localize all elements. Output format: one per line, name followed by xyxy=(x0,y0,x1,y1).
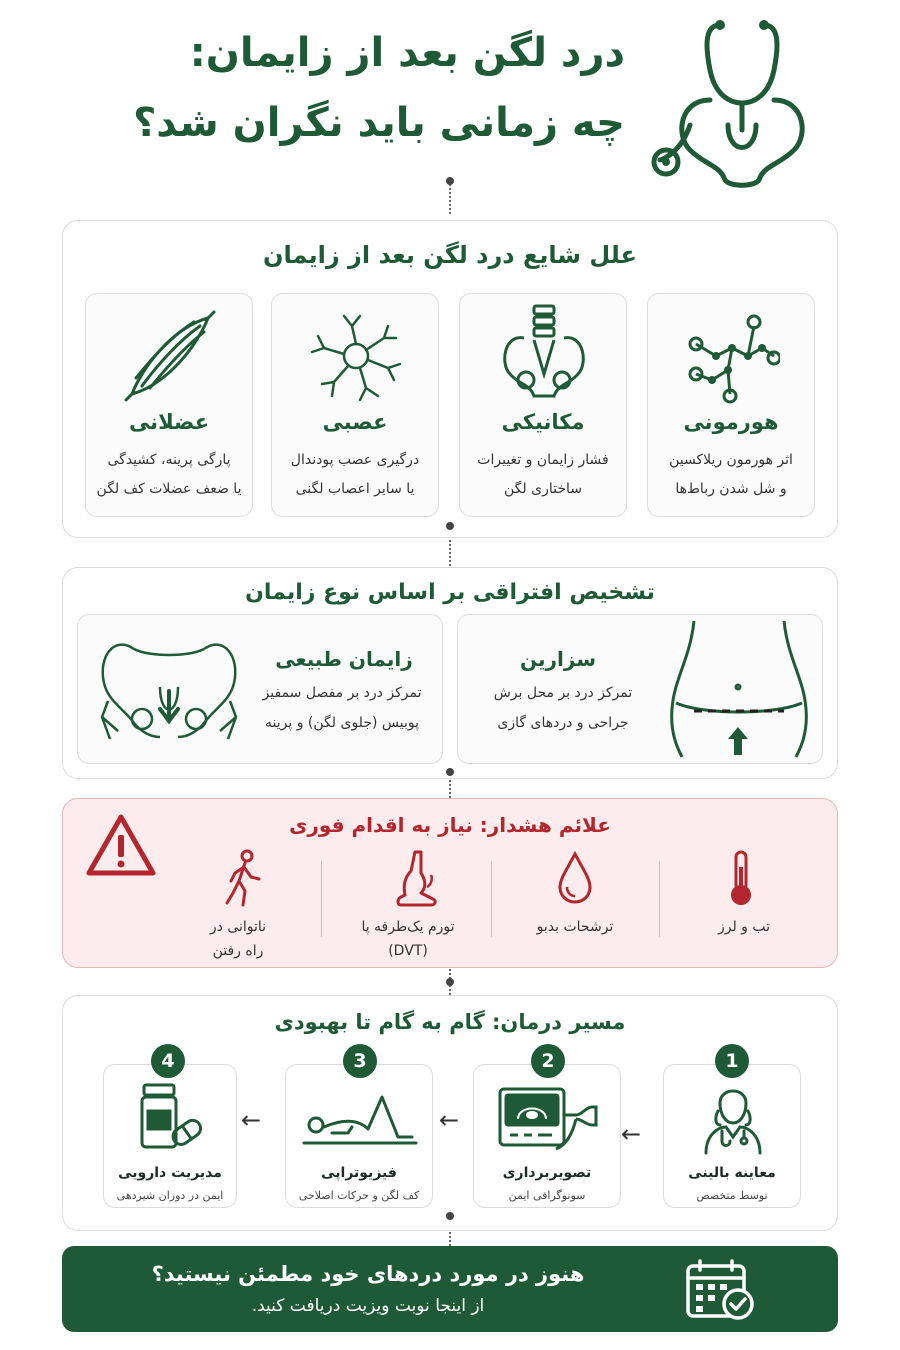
diagnosis-card-cesarean xyxy=(457,614,823,764)
cause-desc: درگیری عصب پودندال xyxy=(290,452,420,468)
step-title: مدیریت دارویی xyxy=(118,1165,222,1181)
natural-desc: تمرکز درد بر مفصل سمفیز xyxy=(262,685,422,701)
warning-label: ترشحات بدبو xyxy=(536,919,614,935)
causes-heading: علل شایع درد لگن بعد از زایمان xyxy=(263,241,637,269)
natural-desc: پوبیس (جلوی لگن) و پرینه xyxy=(265,715,419,731)
arrow-icon: ← xyxy=(439,1106,460,1134)
cesarean-title: سزارین xyxy=(520,647,596,671)
treatment-step-4 xyxy=(103,1064,237,1208)
step-title: فیزیوتراپی xyxy=(321,1165,397,1181)
cause-desc: یا سایر اعصاب لگنی xyxy=(295,481,415,497)
cause-desc: ساختاری لگن xyxy=(504,481,582,497)
cta-subtitle: از اینجا نوبت ویزیت دریافت کنید. xyxy=(251,1296,485,1316)
cause-desc: و شل شدن رباط‌ها xyxy=(675,481,787,497)
doctor-icon xyxy=(702,1081,764,1155)
muscle-icon xyxy=(122,308,218,404)
ultrasound-icon xyxy=(496,1085,600,1153)
cta-banner[interactable] xyxy=(62,1246,838,1332)
causes-panel xyxy=(62,220,838,538)
treatment-step-1 xyxy=(663,1064,801,1208)
cause-title: مکانیکی xyxy=(501,410,585,434)
warning-label: (DVT) xyxy=(388,943,428,959)
cta-title: هنوز در مورد دردهای خود مطمئن نیستید؟ xyxy=(151,1262,585,1286)
step-badge: 3 xyxy=(343,1044,377,1078)
step-title: تصویربرداری xyxy=(502,1165,592,1181)
cause-card-mechanical xyxy=(459,293,627,517)
treatment-step-3 xyxy=(285,1064,433,1208)
page-title-line1: درد لگن بعد از زایمان: xyxy=(189,30,625,76)
leg-icon xyxy=(391,849,439,907)
treatment-panel xyxy=(62,995,838,1231)
abdomen-incision-icon xyxy=(664,619,814,759)
warning-label: تورم یک‌طرفه پا xyxy=(361,919,455,935)
cause-title: عضلانی xyxy=(128,410,210,434)
step-title: معاینه بالینی xyxy=(688,1165,776,1181)
molecule-icon xyxy=(684,308,780,404)
step-subtitle: ایمن در دوران شیردهی xyxy=(116,1189,224,1202)
cesarean-desc: جراحی و دردهای گازی xyxy=(497,715,629,731)
cause-title: هورمونی xyxy=(683,410,779,434)
step-subtitle: توسط متخصص xyxy=(696,1189,768,1202)
step-badge: 2 xyxy=(531,1044,565,1078)
calendar-check-icon xyxy=(684,1258,756,1322)
step-badge: 4 xyxy=(151,1044,185,1078)
diagnosis-panel xyxy=(62,567,838,779)
step-subtitle: سونوگرافی ایمن xyxy=(508,1189,586,1202)
warning-panel xyxy=(62,798,838,968)
warning-label: راه رفتن xyxy=(212,943,264,959)
treatment-step-2 xyxy=(473,1064,621,1208)
arrow-icon: ← xyxy=(241,1106,262,1134)
warning-triangle-icon xyxy=(85,813,157,877)
medicine-icon xyxy=(138,1081,204,1151)
diagnosis-heading: تشخیص افتراقی بر اساس نوع زایمان xyxy=(245,580,655,605)
warning-heading: علائم هشدار: نیاز به اقدام فوری xyxy=(289,813,611,837)
cause-desc: پارگی پرینه، کشیدگی xyxy=(107,452,231,468)
diagnosis-card-natural xyxy=(77,614,443,764)
stethoscope-pelvis-icon xyxy=(650,15,820,200)
pelvis-arrow-icon xyxy=(94,627,244,749)
cause-card-muscular xyxy=(85,293,253,517)
arrow-icon: ← xyxy=(621,1120,642,1148)
step-subtitle: کف لگن و حرکات اصلاحی xyxy=(298,1189,420,1202)
thermometer-icon xyxy=(727,849,755,909)
treatment-heading: مسیر درمان: گام به گام تا بهبودی xyxy=(274,1010,626,1034)
walking-person-icon xyxy=(223,849,263,909)
neuron-icon xyxy=(308,308,404,404)
warning-label: ناتوانی در xyxy=(209,919,267,935)
cause-card-hormonal xyxy=(647,293,815,517)
cause-desc: فشار زایمان و تغییرات xyxy=(477,452,609,468)
cause-card-neural xyxy=(271,293,439,517)
pelvis-spine-icon xyxy=(496,304,592,404)
cause-desc: یا ضعف عضلات کف لگن xyxy=(96,481,242,497)
warning-label: تب و لرز xyxy=(717,919,771,935)
cause-title: عصبی xyxy=(322,410,388,434)
exercise-icon xyxy=(302,1089,418,1147)
natural-title: زایمان طبیعی xyxy=(275,647,413,671)
drop-icon xyxy=(557,851,593,905)
cause-desc: اثر هورمون ریلاکسین xyxy=(669,452,793,468)
step-badge: 1 xyxy=(715,1044,749,1078)
cesarean-desc: تمرکز درد بر محل برش xyxy=(493,685,633,701)
page-title-line2: چه زمانی باید نگران شد؟ xyxy=(133,100,625,146)
